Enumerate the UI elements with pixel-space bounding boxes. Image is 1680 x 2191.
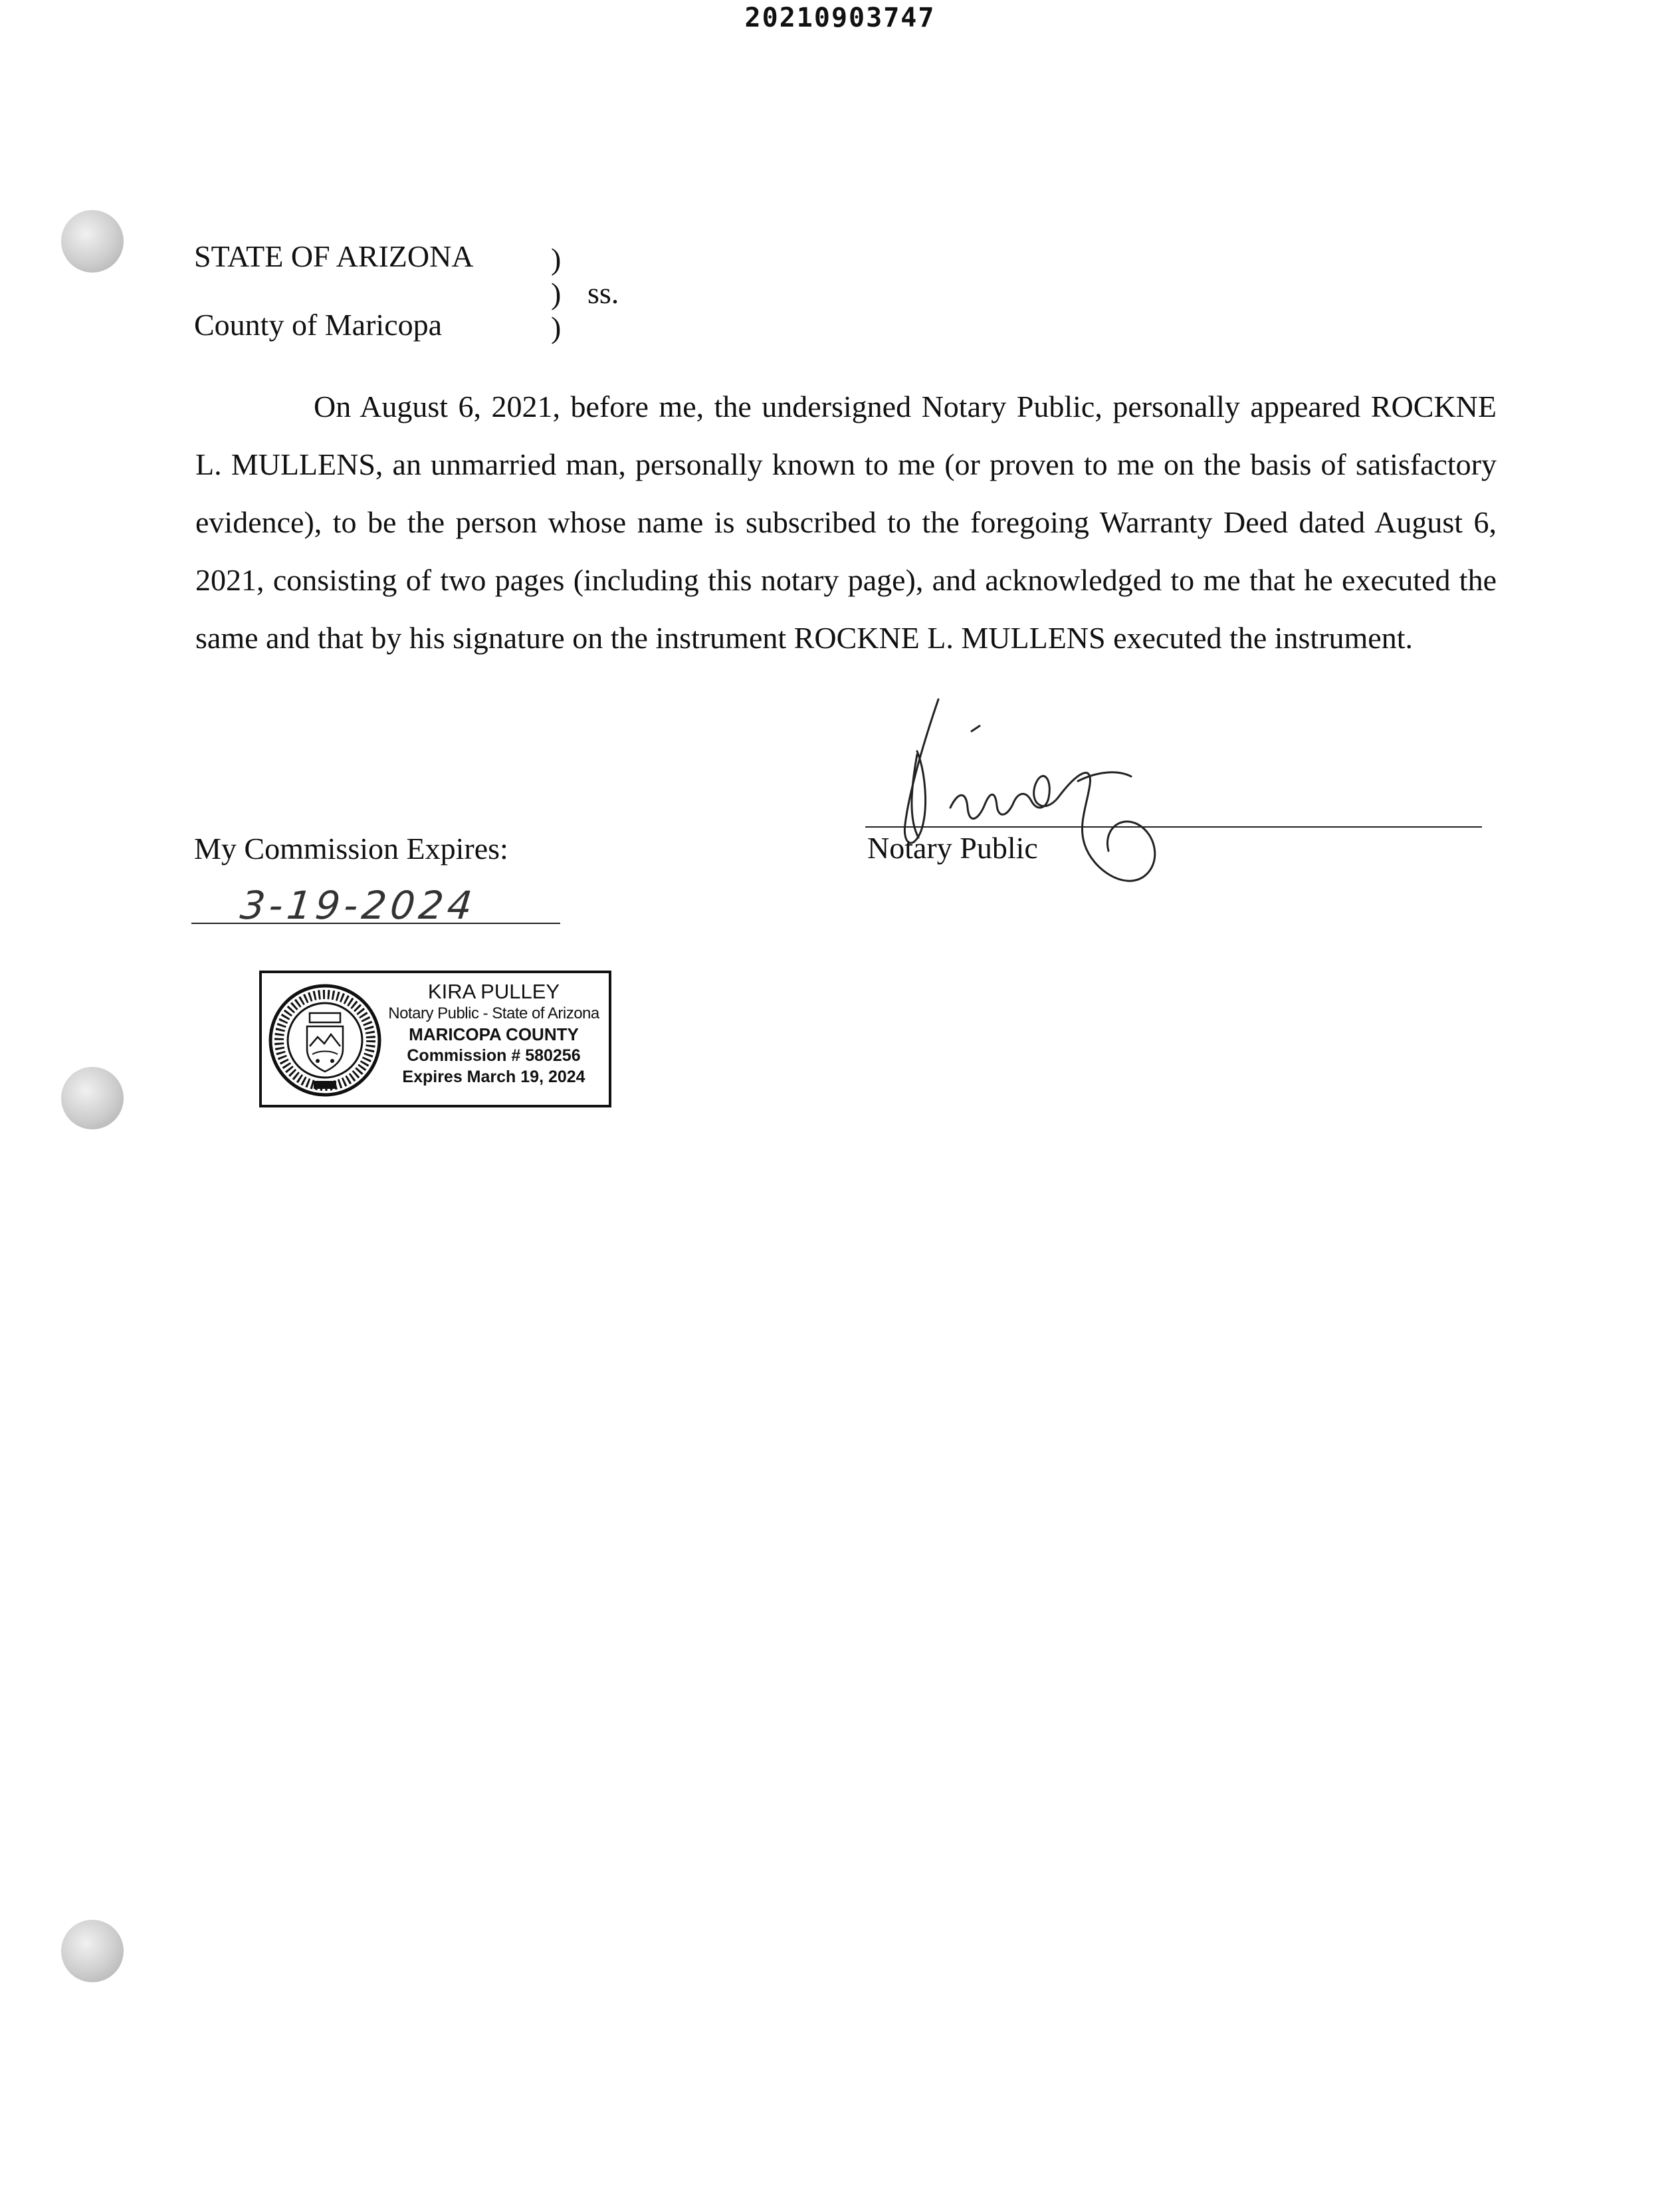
venue-ss: ss. (587, 276, 619, 310)
state-seal-icon (267, 982, 383, 1098)
venue-state: STATE OF ARIZONA (194, 239, 474, 273)
commission-expires-label: My Commission Expires: (194, 832, 508, 865)
punch-hole-middle (61, 1067, 124, 1129)
notary-public-label: Notary Public (867, 831, 1038, 865)
commission-expiration-date: 3-19-2024 (238, 883, 478, 928)
venue-paren-bottom: ) (551, 310, 562, 344)
venue-paren-top: ) (551, 242, 562, 276)
punch-hole-bottom (61, 1920, 124, 1982)
stamp-text (379, 980, 609, 1088)
stamp-expiration: Expires March 19, 2024 (402, 1068, 585, 1086)
commission-date-line (191, 923, 560, 924)
venue-county: County of Maricopa (194, 308, 443, 342)
punch-hole-top (61, 210, 124, 273)
stamp-notary-name: KIRA PULLEY (427, 980, 560, 1003)
notary-signature (879, 691, 1251, 911)
stamp-county: MARICOPA COUNTY (409, 1024, 579, 1044)
acknowledgment-paragraph (195, 378, 1497, 667)
venue-paren-middle: ) (551, 277, 562, 310)
notary-stamp (259, 971, 611, 1107)
document-number: 20210903747 (744, 3, 936, 33)
acknowledgment-text: On August 6, 2021, before me, the undersigned Notary Public, personally appeared ROCKNE L. MULLENS, an unmarried man, personally known to me (or proven to me on the basis of satisfactory evidence), to be the person whose name is subscribed to the foregoing Warranty Deed dated August 6, 2021, consisting of two pages (including this notary page), and acknowledged to me that he executed the same and that by his signature on the instrument ROCKNE L. MULLENS executed the instrument. (195, 390, 1497, 655)
stamp-notary-title: Notary Public - State of Arizona (388, 1004, 599, 1022)
stamp-commission-number: Commission # 580256 (407, 1046, 581, 1065)
